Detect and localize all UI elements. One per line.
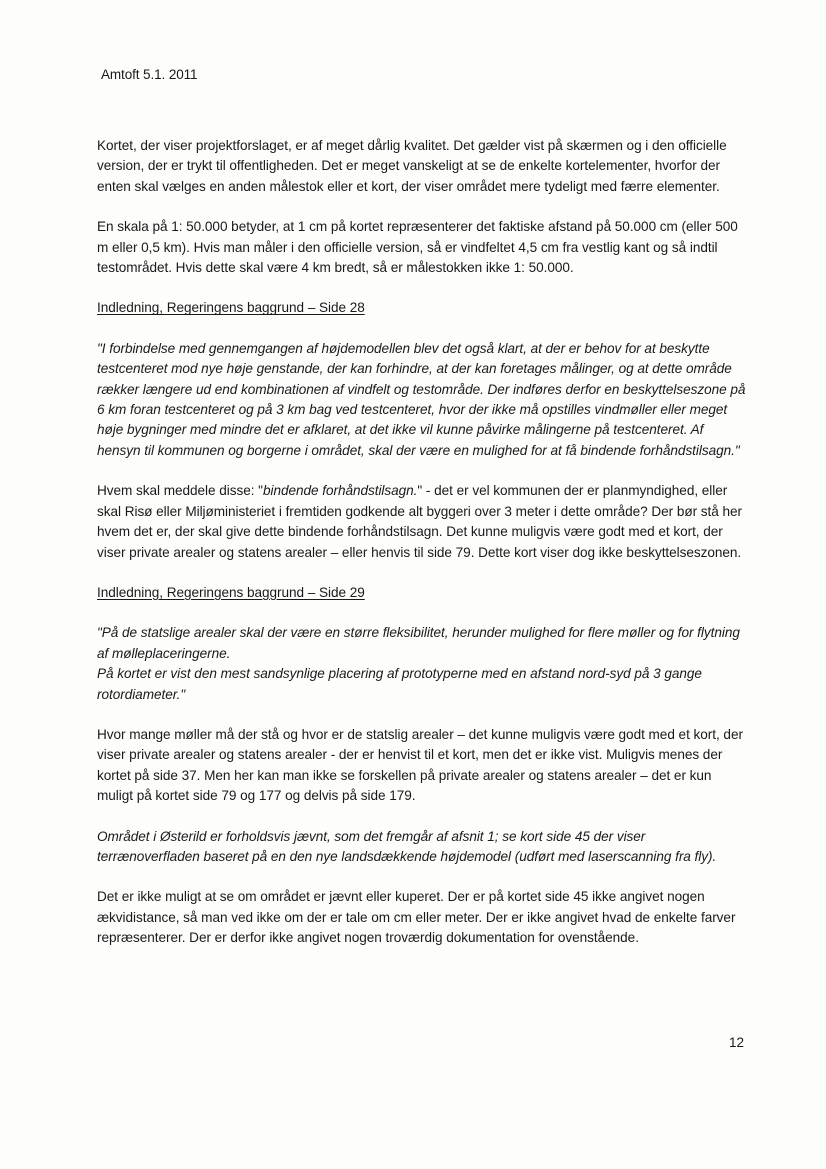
paragraph-forhaandstilsagn bbox=[97, 481, 747, 563]
page-number: 12 bbox=[729, 1035, 745, 1050]
paragraph-forhaandstilsagn-italic: bindende forhåndstilsagn. bbox=[262, 483, 418, 499]
quote-oesterild: Området i Østerild er forholdsvis jævnt, som det fremgår af afsnit 1; se kort side 45 der viser terrænoverfladen baseret på en den nye landsdækkende højdemodel (udført med laserscanning fra fly). bbox=[97, 828, 717, 864]
paragraph-scale: En skala på 1: 50.000 betyder, at 1 cm på kortet repræsenterer det faktiske afstand på 50.000 cm (eller 500 m eller 0,5 km). Hvis man måler i den officielle version, så er vindfeltet 4,5 cm fra vestlig kant og så indtil testområdet. Hvis dette skal være 4 km bredt, så er målestokken ikke 1: 50.000. bbox=[97, 219, 738, 276]
document-header: Amtoft 5.1. 2011 bbox=[101, 67, 198, 82]
quote-side-29-part-1: "På de statslige arealer skal der være en større fleksibilitet, herunder mulighed for flere møller og for flytning af mølleplaceringerne. bbox=[97, 625, 740, 661]
section-heading-side-28: Indledning, Regeringens baggrund – Side 28 bbox=[97, 300, 365, 316]
paragraph-map-quality: Kortet, der viser projektforslaget, er af meget dårlig kvalitet. Det gælder vist på skærmen og i den officielle version, der er trykt til offentligheden. Det er meget vanskeligt at se de enkelte kortelementer, hvorfor der enten skal vælges en anden målestok eller et kort, der viser området mere tydeligt med færre elementer. bbox=[97, 138, 727, 194]
paragraph-aekvidistance: Det er ikke muligt at se om området er jævnt eller kuperet. Der er på kortet side 45 ikke angivet nogen ækvidistance, så man ved ikke om der er tale om cm eller meter. Der er ikke angivet hvad de enkelte farver repræsenterer. Der er derfor ikke angivet nogen troværdig dokumentation for ovenstående. bbox=[97, 889, 736, 946]
paragraph-moeller-arealer: Hvor mange møller må der stå og hvor er de statslig arealer – det kunne muligvis være godt med et kort, der viser private arealer og statens arealer - der er henvist til et kort, men det er ikke vist. Muligvis menes der kortet på side 37. Men her kan man ikke se forskellen på private arealer og statens arealer – det er kun muligt på kortet side 79 og 177 og delvis på side 179. bbox=[97, 726, 743, 804]
document-body bbox=[97, 136, 747, 949]
paragraph-forhaandstilsagn-start: Hvem skal meddele disse: " bbox=[97, 483, 263, 499]
section-heading-side-29: Indledning, Regeringens baggrund – Side 29 bbox=[97, 584, 365, 600]
paragraph-forhaandstilsagn-rest: " - det er vel kommunen der er planmyndighed, eller skal Risø eller Miljøministeriet i fremtiden godkende alt byggeri over 3 meter i dette område? Der bør stå her hvem det er, der skal give dette bindende forhåndstilsagn. Det kunne muligvis være godt med et kort, der viser private arealer og statens arealer – eller henvis til side 79. Dette kort viser dog ikke beskyttelseszonen. bbox=[97, 483, 742, 560]
quote-side-29-part-2: På kortet er vist den mest sandsynlige placering af prototyperne med en afstand nord-syd på 3 gange rotordiameter." bbox=[97, 666, 702, 702]
quote-side-28: "I forbindelse med gennemgangen af højdemodellen blev det også klart, at der er behov for at beskytte testcenteret mod nye høje genstande, der kan forhindre, at der kan foretages målinger, og at dette område rækker længere ud end kombinationen af vindfelt og testområde. Der indføres derfor en beskyttelseszone på 6 km foran testcenteret og på 3 km bag ved testcenteret, hvor der ikke må opstilles vindmøller eller meget høje bygninger med mindre det er afklaret, at det ikke vil kunne påvirke målingerne på testcenteret. Af hensyn til kommunen og borgerne i området, skal der være en mulighed for at få bindende forhåndstilsagn." bbox=[97, 340, 746, 458]
